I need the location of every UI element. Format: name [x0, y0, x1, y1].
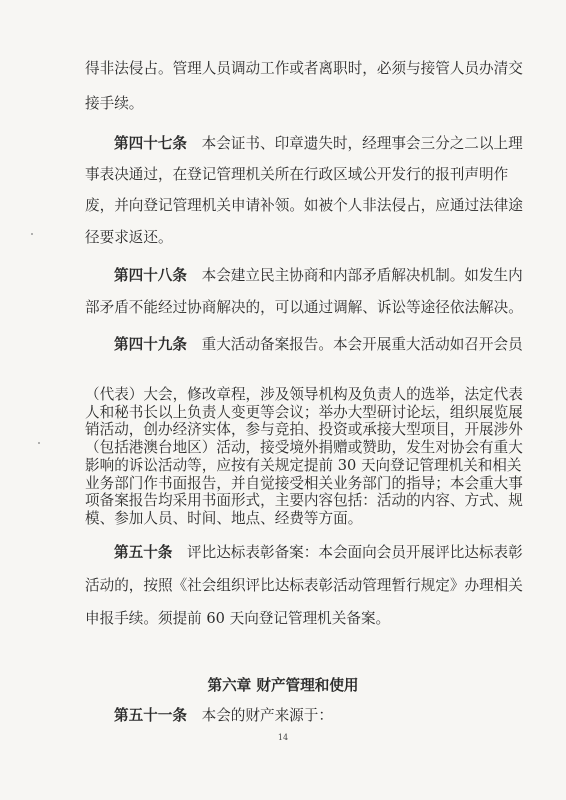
article-48-line — [114, 266, 523, 286]
text-line: 部矛盾不能经过协商解决的，可以通过调解、诉讼等途径依法解决。 — [85, 299, 523, 316]
article-heading: 第五十条 — [114, 544, 173, 561]
page-number: 14 — [277, 733, 289, 742]
text-line: 事表决通过，在登记管理机关所在行政区域公开发行的报刊声明作 — [85, 166, 509, 183]
text-line: 销活动，创办经济实体，参与竞拍、投资或承接大型项目，开展涉外 — [85, 421, 523, 438]
text-line: 活动的，按照《社会组织评比达标表彰活动管理暂行规定》办理相关 — [85, 577, 523, 594]
text-line: 接手续。 — [85, 95, 144, 112]
article-text: 本会建立民主协商和内部矛盾解决机制。如发生内 — [201, 267, 523, 284]
text-line: 废，并向登记管理机关申请补领。如被个人非法侵占，应通过法律途 — [85, 197, 523, 214]
article-47-line — [114, 134, 523, 154]
article-heading: 第四十七条 — [114, 135, 187, 152]
text-line: 影响的诉讼活动等，应按有关规定提前 30 天向登记管理机关和相关 — [85, 457, 522, 474]
text-line: 得非法侵占。管理人员调动工作或者离职时，必须与接管人员办清交 — [85, 60, 523, 77]
article-text: 本会证书、印章遗失时，经理事会三分之二以上理 — [201, 135, 523, 152]
text-line: 申报手续。须提前 60 天向登记管理机关备案。 — [85, 610, 391, 627]
text-line: （代表）大会，修改章程，涉及领导机构及负责人的选举，法定代表 — [85, 386, 523, 403]
article-heading: 第四十九条 — [114, 336, 187, 353]
text-line: 项备案报告均采用书面形式，主要内容包括：活动的内容、方式、规 — [85, 492, 523, 509]
text-line: 人和秘书长以上负责人变更等会议；举办大型研讨论坛，组织展览展 — [85, 404, 523, 421]
scan-speck — [38, 442, 40, 444]
text-line: 模、参加人员、时间、地点、经费等方面。 — [85, 510, 363, 527]
text-line: 业务部门作书面报告，并自觉接受相关业务部门的指导；本会重大事 — [85, 475, 523, 492]
article-text: 重大活动备案报告。本会开展重大活动如召开会员 — [201, 336, 523, 353]
article-text: 本会的财产来源于： — [201, 707, 333, 724]
article-49-line — [114, 335, 523, 355]
text-line: （包括港澳台地区）活动，接受境外捐赠或赞助，发生对协会有重大 — [85, 439, 523, 456]
article-50 — [114, 543, 523, 563]
scan-speck — [31, 233, 33, 235]
article-heading: 第五十一条 — [114, 707, 187, 724]
text-line: 径要求返还。 — [85, 229, 173, 246]
article-text: 评比达标表彰备案：本会面向会员开展评比达标表彰 — [187, 544, 523, 561]
article-heading: 第四十八条 — [114, 267, 187, 284]
chapter-title: 第六章 财产管理和使用 — [207, 677, 359, 694]
article-51-line — [114, 706, 485, 726]
